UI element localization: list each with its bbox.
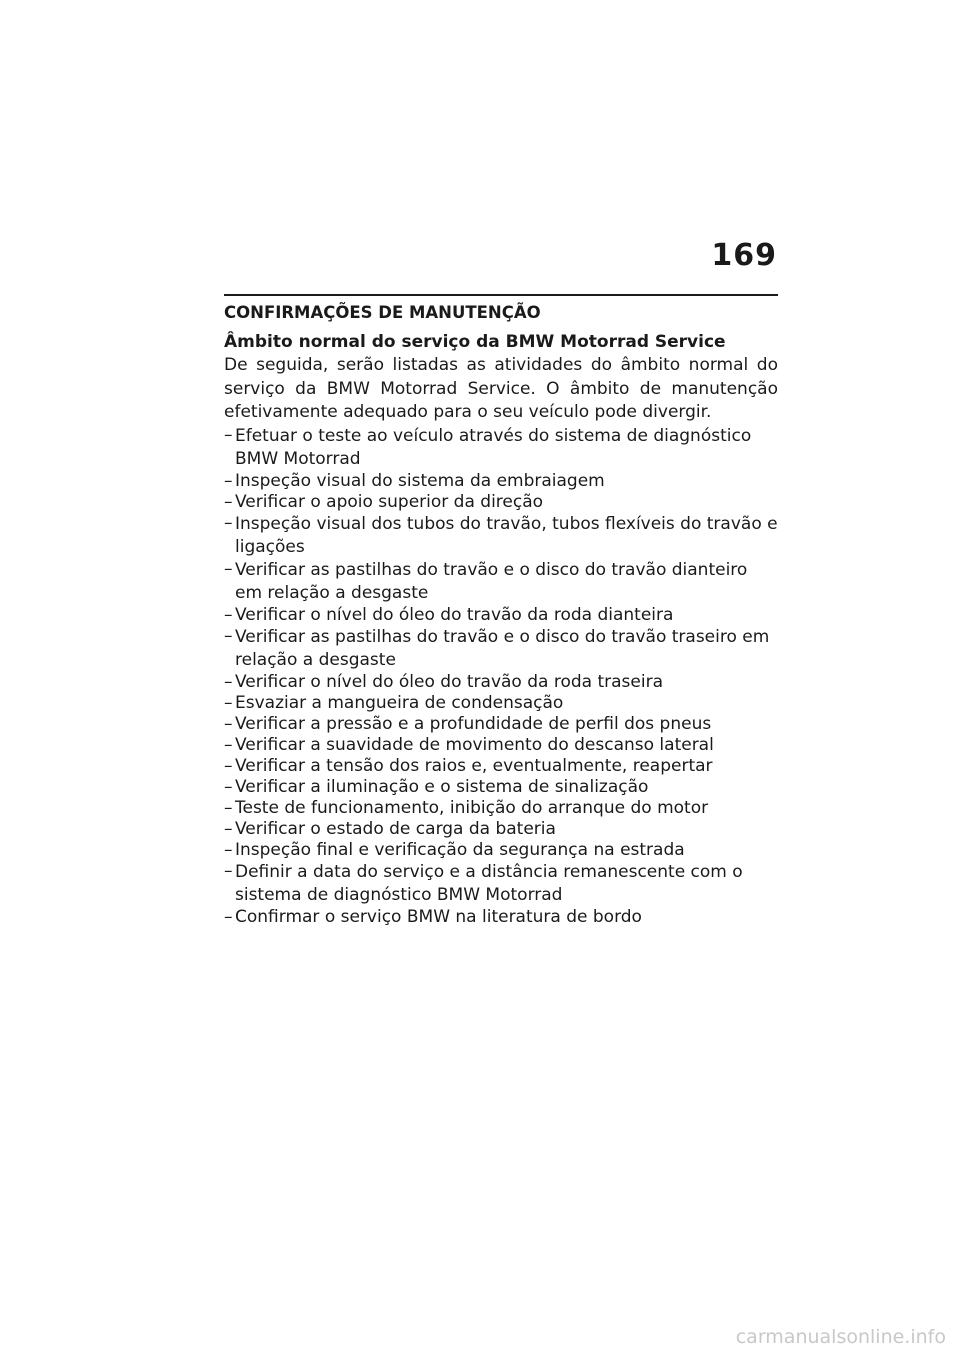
list-item — [224, 819, 778, 840]
list-item — [224, 714, 778, 735]
main-content — [224, 327, 778, 928]
list-item — [224, 513, 778, 559]
list-item — [224, 626, 778, 672]
dash-bullet-icon: – — [224, 692, 233, 713]
dash-bullet-icon: – — [224, 512, 233, 533]
list-item-text: Verificar a iluminação e o sistema de sinalização — [235, 776, 649, 797]
list-item-text: Verificar o estado de carga da bateria — [235, 818, 556, 839]
list-item — [224, 777, 778, 798]
service-item-list — [224, 425, 778, 928]
dash-bullet-icon: – — [224, 625, 233, 646]
list-item-text: Verificar a suavidade de movimento do descanso lateral — [235, 734, 714, 755]
dash-bullet-icon: – — [224, 424, 233, 445]
list-item — [224, 693, 778, 714]
dash-bullet-icon: – — [224, 906, 233, 927]
dash-bullet-icon: – — [224, 797, 233, 818]
dash-bullet-icon: – — [224, 734, 233, 755]
list-item — [224, 471, 778, 492]
page-number: 169 — [711, 238, 777, 273]
list-item-text: Inspeção final e verificação da segurança na estrada — [235, 839, 685, 860]
list-item — [224, 907, 778, 928]
list-item-text: Inspeção visual do sistema da embraiagem — [235, 470, 605, 491]
dash-bullet-icon: – — [224, 713, 233, 734]
list-item-text: Verificar a pressão e a profundidade de perfil dos pneus — [235, 713, 712, 734]
list-item — [224, 840, 778, 861]
dash-bullet-icon: – — [224, 776, 233, 797]
dash-bullet-icon: – — [224, 818, 233, 839]
subheading: Âmbito normal do serviço da BMW Motorrad Service — [224, 332, 726, 352]
intro-paragraph: De seguida, serão listadas as atividades do âmbito normal do serviço da BMW Motorrad Service. O âmbito de manutenção efetivamente adequado para o seu veículo pode divergir. — [224, 355, 778, 422]
list-item-text: Definir a data do serviço e a distância remanescente com o sistema de diagnóstico BMW Motorrad — [235, 861, 743, 905]
list-item-text: Esvaziar a mangueira de condensação — [235, 692, 564, 713]
list-item-text: Verificar o nível do óleo do travão da roda dianteira — [235, 604, 674, 625]
section-title: CONFIRMAÇÕES DE MANUTENÇÃO — [224, 303, 541, 322]
list-item-text: Verificar o apoio superior da direção — [235, 491, 544, 512]
list-item-text: Efetuar o teste ao veículo através do sistema de diagnóstico BMW Motorrad — [235, 425, 752, 469]
list-item — [224, 492, 778, 513]
dash-bullet-icon: – — [224, 558, 233, 579]
dash-bullet-icon: – — [224, 671, 233, 692]
dash-bullet-icon: – — [224, 604, 233, 625]
section-header — [224, 294, 778, 324]
dash-bullet-icon: – — [224, 839, 233, 860]
list-item — [224, 756, 778, 777]
list-item-text: Verificar as pastilhas do travão e o disco do travão dianteiro em relação a desgaste — [235, 559, 748, 603]
list-item — [224, 735, 778, 756]
dash-bullet-icon: – — [224, 470, 233, 491]
list-item-text: Teste de funcionamento, inibição do arranque do motor — [235, 797, 709, 818]
list-item-text: Verificar o nível do óleo do travão da roda traseira — [235, 671, 663, 692]
list-item-text: Confirmar o serviço BMW na literatura de bordo — [235, 906, 642, 927]
list-item-text: Verificar as pastilhas do travão e o disco do travão traseiro em relação a desgaste — [235, 626, 770, 670]
list-item — [224, 425, 778, 471]
list-item — [224, 861, 778, 907]
dash-bullet-icon: – — [224, 860, 233, 881]
list-item — [224, 605, 778, 626]
list-item-text: Verificar a tensão dos raios e, eventualmente, reapertar — [235, 755, 713, 776]
list-item — [224, 559, 778, 605]
list-item-text: Inspeção visual dos tubos do travão, tubos flexíveis do travão e ligações — [235, 513, 778, 557]
list-item — [224, 672, 778, 693]
dash-bullet-icon: – — [224, 491, 233, 512]
dash-bullet-icon: – — [224, 755, 233, 776]
list-item — [224, 798, 778, 819]
watermark: carmanualsonline.info — [735, 1326, 946, 1348]
